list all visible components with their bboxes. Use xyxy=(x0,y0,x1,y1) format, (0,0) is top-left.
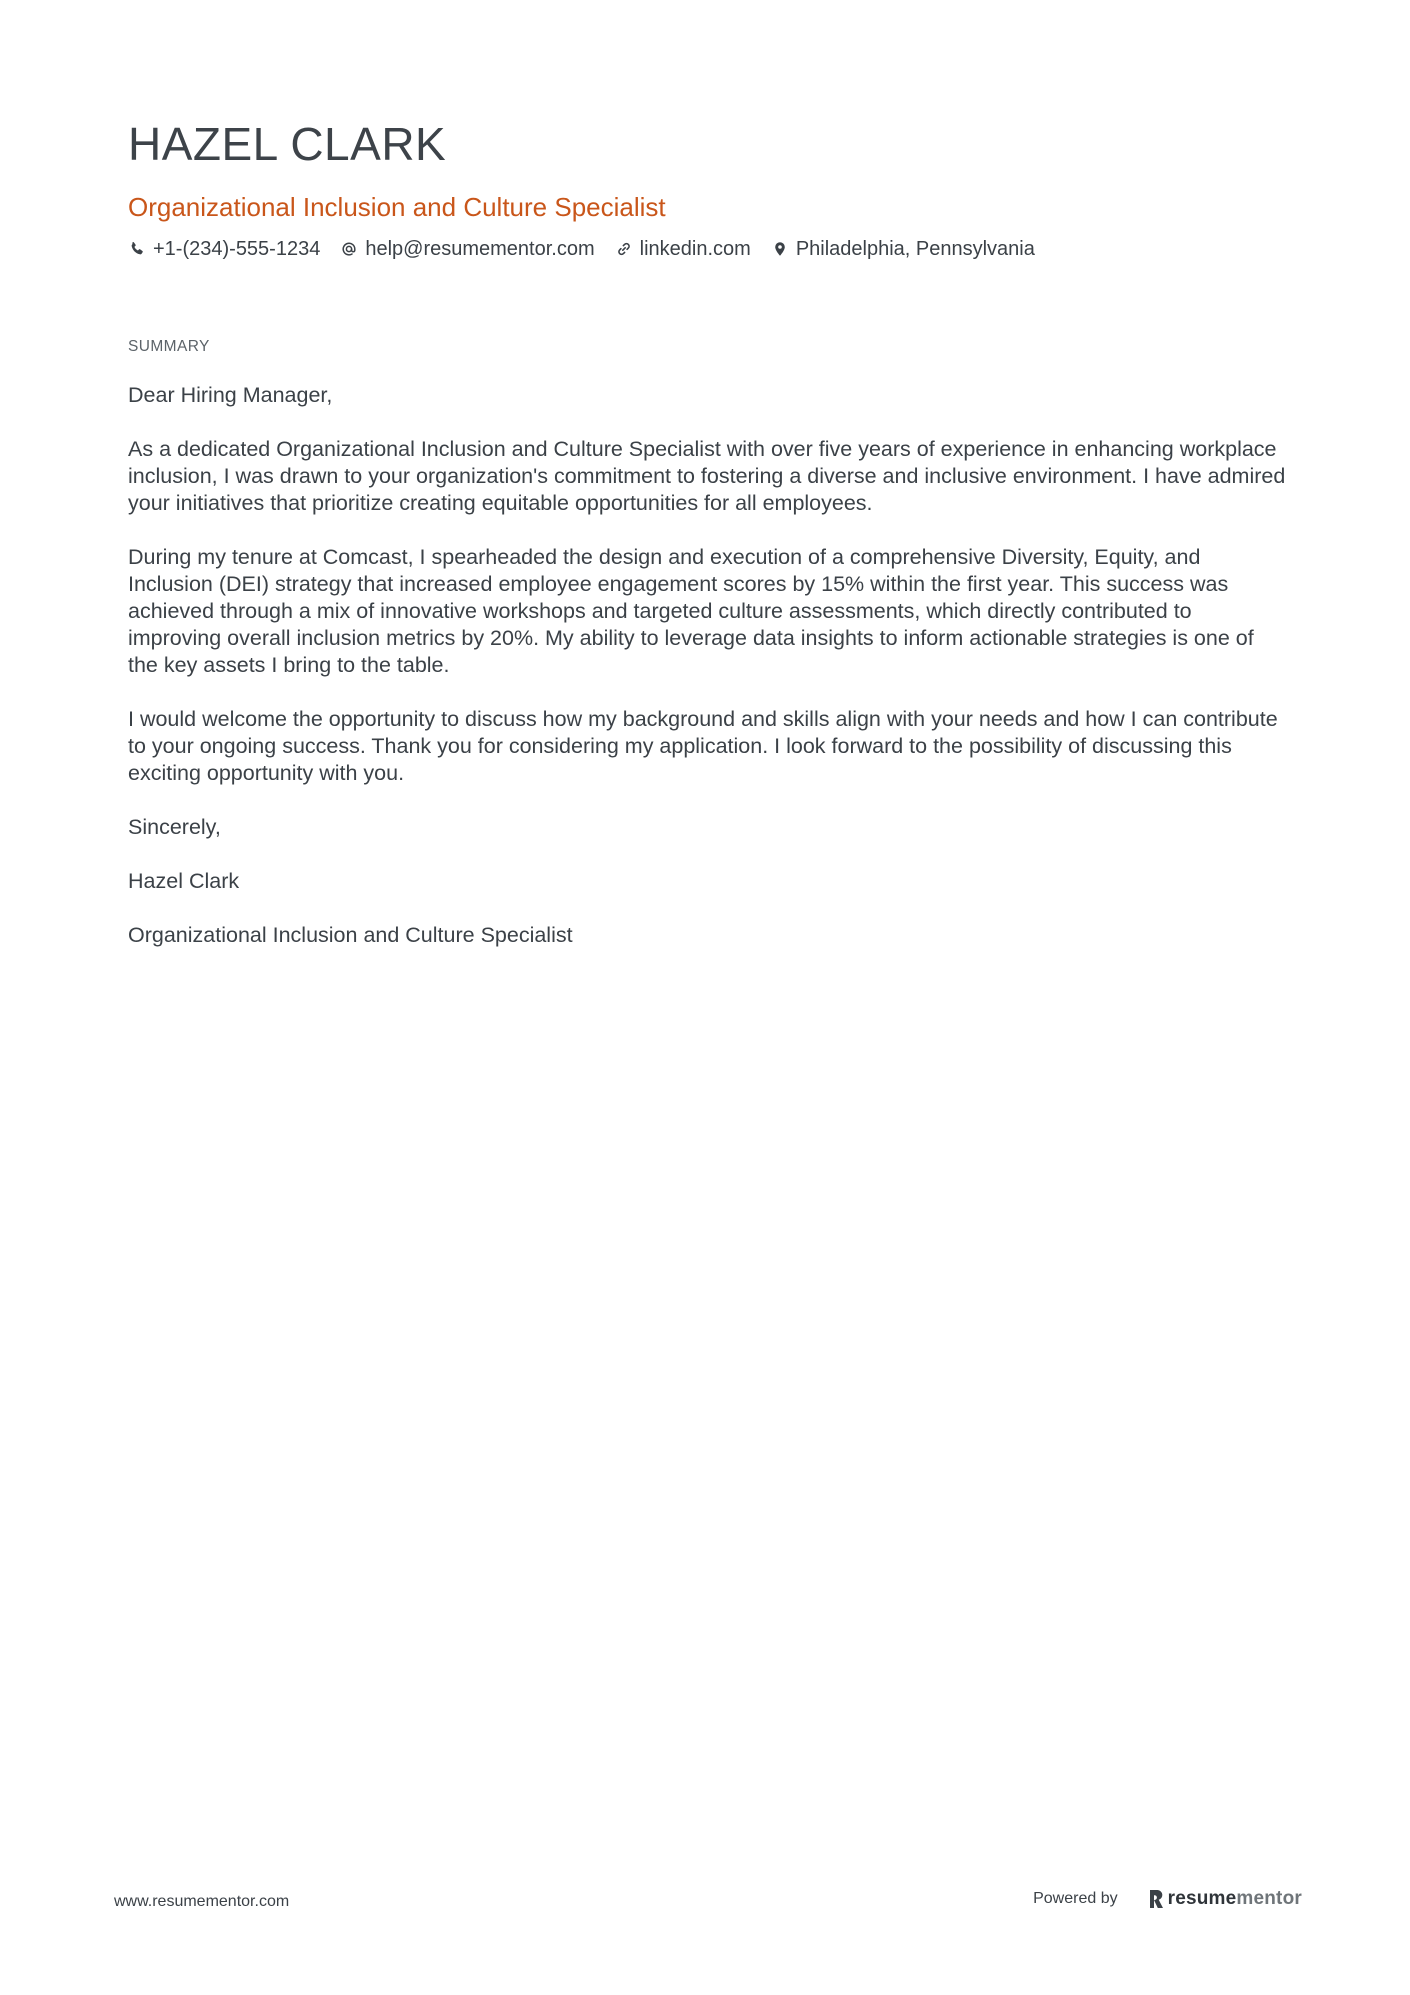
link-icon xyxy=(615,240,633,258)
location-pin-icon xyxy=(771,240,789,258)
contact-location xyxy=(771,234,1035,264)
phone-icon xyxy=(128,240,146,258)
candidate-name: HAZEL CLARK xyxy=(128,118,447,170)
signature-name: Hazel Clark xyxy=(128,869,240,893)
footer-branding xyxy=(1033,1888,1302,1910)
contact-phone xyxy=(128,234,320,264)
job-title: Organizational Inclusion and Culture Specialist xyxy=(128,192,666,222)
contact-linkedin[interactable] xyxy=(615,234,751,264)
resumementor-logo-icon xyxy=(1148,1889,1164,1909)
signature-title: Organizational Inclusion and Culture Specialist xyxy=(128,923,573,947)
contact-email[interactable] xyxy=(340,234,594,264)
letter-paragraph-3: I would welcome the opportunity to discuss how my background and skills align with your needs and how I can contribute to your ongoing success. Thank you for considering my application. I look forward to the possibility of discussing this exciting opportunity with you. xyxy=(128,707,1278,785)
contact-email-text: help@resumementor.com xyxy=(365,238,595,260)
contact-location-text: Philadelphia, Pennsylvania xyxy=(795,238,1035,260)
at-icon xyxy=(340,240,358,258)
footer-website[interactable]: www.resumementor.com xyxy=(114,1893,290,1910)
letter-body xyxy=(128,382,1288,976)
brand-logo[interactable] xyxy=(1148,1888,1302,1910)
header xyxy=(128,112,1288,264)
contact-phone-text: +1-(234)-555-1234 xyxy=(153,238,321,260)
powered-by-label: Powered by xyxy=(1033,1890,1118,1907)
brand-text-part1: resume xyxy=(1167,1888,1237,1909)
letter-greeting: Dear Hiring Manager, xyxy=(128,383,333,407)
letter-closing: Sincerely, xyxy=(128,815,221,839)
contact-linkedin-text: linkedin.com xyxy=(639,238,751,260)
letter-paragraph-2: During my tenure at Comcast, I spearheaded the design and execution of a comprehensive Diversity, Equity, and Inclusion (DEI) strategy that increased employee engagement scores by 15% within the first year. This success was achieved through a mix of innovative workshops and targeted culture assessments, which directly contributed to improving overall inclusion metrics by 20%. My ability to leverage data insights to inform actionable strategies is one of the key assets I bring to the table. xyxy=(128,545,1254,677)
brand-text-part2: mentor xyxy=(1236,1888,1302,1909)
letter-paragraph-1: As a dedicated Organizational Inclusion and Culture Specialist with over five years of experience in enhancing workplace inclusion, I was drawn to your organization's commitment to fostering a diverse and inclusive environment. I have admired your initiatives that prioritize creating equitable opportunities for all employees. xyxy=(128,437,1286,515)
section-label-summary: SUMMARY xyxy=(128,338,210,355)
contact-row xyxy=(128,234,1288,264)
